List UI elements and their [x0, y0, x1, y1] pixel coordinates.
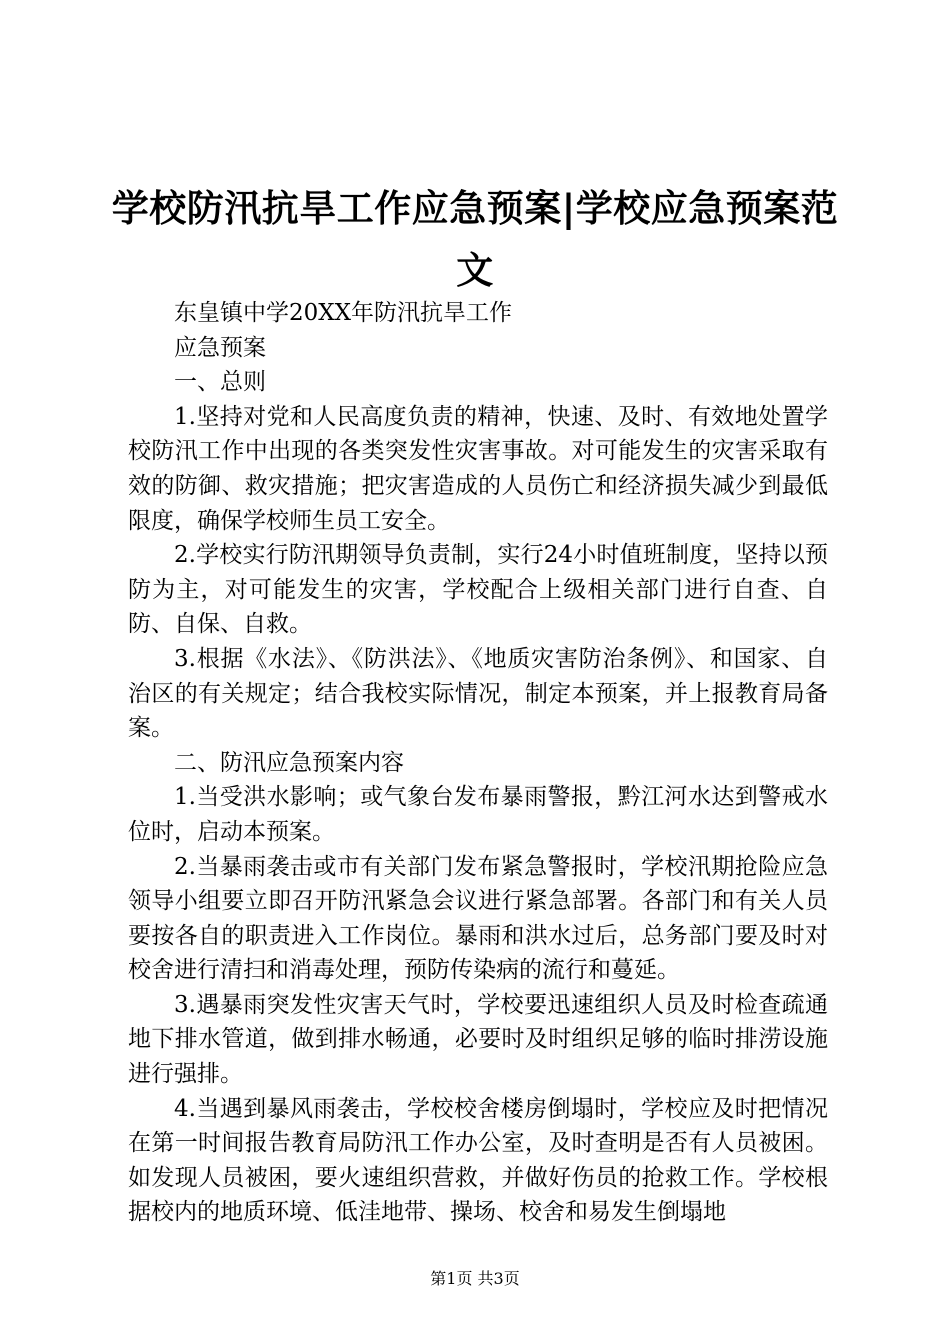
body-paragraph: 1.坚持对党和人民高度负责的精神，快速、及时、有效地处置学校防汛工作中出现的各类突发性灾害事故。对可能发生的灾害采取有效的防御、救灾措施；把灾害造成的人员伤亡和经济损失减少到最低限度，确保学校师生员工安全。	[128, 403, 828, 534]
body-paragraph: 3.遇暴雨突发性灾害天气时，学校要迅速组织人员及时检查疏通地下排水管道，做到排水畅通，必要时及时组织足够的临时排涝设施进行强排。	[128, 991, 828, 1088]
body-paragraph: 3.根据《水法》、《防洪法》、《地质灾害防治条例》、和国家、自治区的有关规定；结合我校实际情况，制定本预案，并上报教育局备案。	[128, 645, 828, 742]
body-paragraph: 2.学校实行防汛期领导负责制，实行24小时值班制度，坚持以预防为主，对可能发生的灾害，学校配合上级相关部门进行自查、自防、自保、自救。	[128, 542, 828, 638]
document-title: 学校防汛抗旱工作应急预案|学校应急预案范文	[111, 187, 839, 292]
body-paragraph: 东皇镇中学20XX年防汛抗旱工作	[174, 300, 513, 326]
section-heading: 二、防汛应急预案内容	[174, 749, 404, 776]
document-body	[128, 296, 828, 1230]
body-paragraph: 应急预案	[174, 334, 266, 361]
body-paragraph: 1.当受洪水影响；或气象台发布暴雨警报，黔江河水达到警戒水位时，启动本预案。	[128, 784, 828, 845]
section-heading: 一、总则	[174, 369, 266, 396]
body-paragraph: 4.当遇到暴风雨袭击，学校校舍楼房倒塌时，学校应及时把情况在第一时间报告教育局防汛工作办公室，及时查明是否有人员被困。如发现人员被困，要火速组织营救，并做好伤员的抢救工作。学校根据校内的地质环境、低洼地带、操场、校舍和易发生倒塌地	[128, 1095, 828, 1226]
page-footer: 第1页 共3页	[430, 1269, 520, 1288]
body-paragraph: 2.当暴雨袭击或市有关部门发布紧急警报时，学校汛期抢险应急领导小组要立即召开防汛紧急会议进行紧急部署。各部门和有关人员要按各自的职责进入工作岗位。暴雨和洪水过后，总务部门要及时对校舍进行清扫和消毒处理，预防传染病的流行和蔓延。	[128, 853, 828, 984]
